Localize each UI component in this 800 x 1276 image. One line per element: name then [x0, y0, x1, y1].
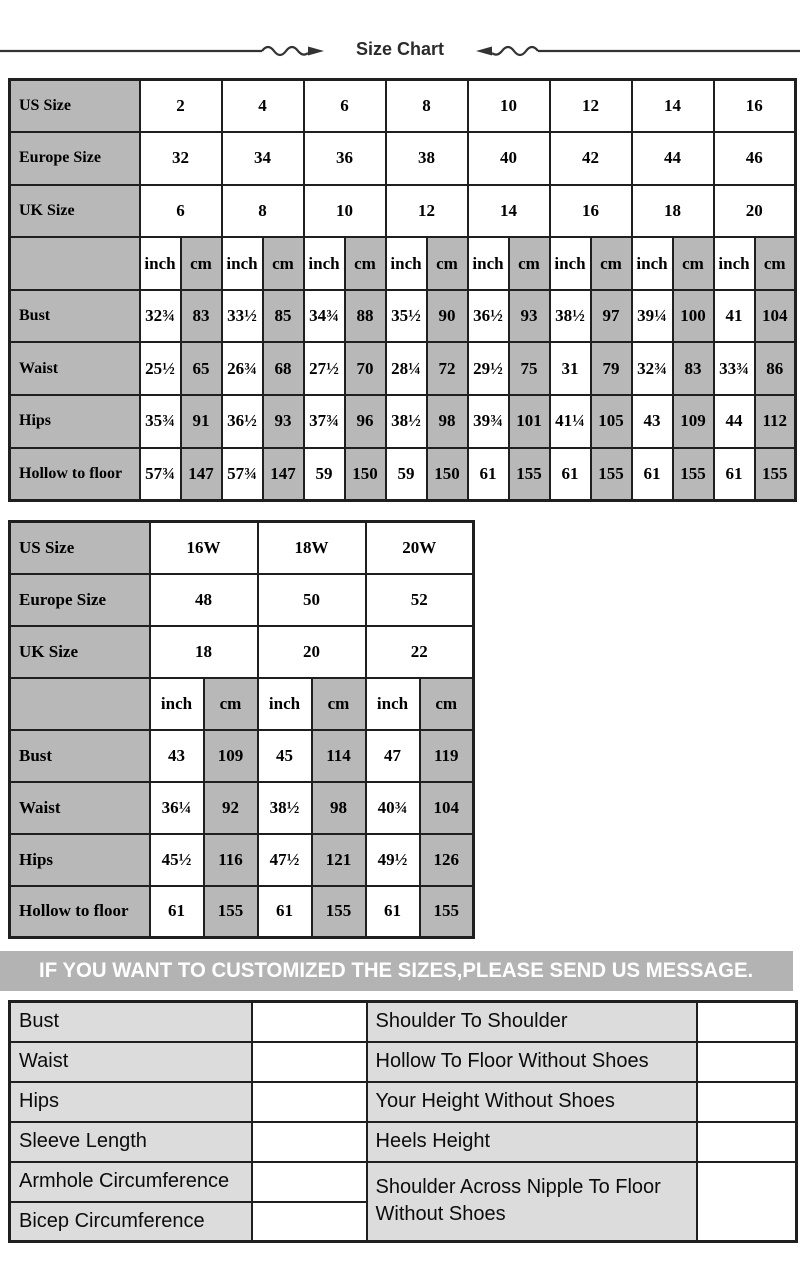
- size-header-row: [10, 522, 474, 574]
- cm-value-cell: 147: [181, 448, 222, 501]
- plus-size-table: [8, 520, 475, 939]
- cm-value-cell: 98: [312, 782, 366, 834]
- inch-value-cell: 31: [550, 342, 591, 395]
- cm-value-cell: 96: [345, 395, 386, 448]
- form-right-input-cell: [697, 1042, 797, 1082]
- cm-value-cell: 86: [755, 342, 796, 395]
- inch-value-cell: 61: [714, 448, 755, 501]
- inch-value-cell: 38½: [258, 782, 312, 834]
- row-label-cell: UK Size: [10, 185, 140, 238]
- size-value-cell: 16: [550, 185, 632, 238]
- inch-value-cell: 61: [550, 448, 591, 501]
- cm-value-cell: 109: [204, 730, 258, 782]
- form-row: [10, 1042, 797, 1082]
- unit-cm-cell: cm: [181, 237, 222, 290]
- cm-value-cell: 83: [181, 290, 222, 343]
- cm-value-cell: 98: [427, 395, 468, 448]
- unit-row-corner-cell: [10, 678, 150, 730]
- row-label-cell: Waist: [10, 782, 150, 834]
- cm-value-cell: 109: [673, 395, 714, 448]
- cm-value-cell: 155: [755, 448, 796, 501]
- unit-row: [10, 237, 796, 290]
- cm-value-cell: 155: [673, 448, 714, 501]
- row-label-cell: Bust: [10, 730, 150, 782]
- size-value-cell: 6: [140, 185, 222, 238]
- size-value-cell: 16: [714, 80, 796, 133]
- cm-value-cell: 88: [345, 290, 386, 343]
- inch-value-cell: 57¾: [222, 448, 263, 501]
- inch-value-cell: 61: [258, 886, 312, 938]
- measurement-row: [10, 730, 474, 782]
- inch-value-cell: 36½: [468, 290, 509, 343]
- unit-inch-cell: inch: [150, 678, 204, 730]
- form-left-label-cell: Armhole Circumference: [10, 1162, 252, 1202]
- inch-value-cell: 33½: [222, 290, 263, 343]
- inch-value-cell: 45½: [150, 834, 204, 886]
- cm-value-cell: 65: [181, 342, 222, 395]
- row-label-cell: Hips: [10, 834, 150, 886]
- row-label-cell: Europe Size: [10, 132, 140, 185]
- unit-cm-cell: cm: [345, 237, 386, 290]
- inch-value-cell: 39¼: [632, 290, 673, 343]
- measurement-form-table: [8, 1000, 798, 1243]
- unit-inch-cell: inch: [140, 237, 181, 290]
- cm-value-cell: 155: [312, 886, 366, 938]
- unit-cm-cell: cm: [204, 678, 258, 730]
- form-row: [10, 1002, 797, 1042]
- unit-inch-cell: inch: [222, 237, 263, 290]
- size-value-cell: 16W: [150, 522, 258, 574]
- size-value-cell: 2: [140, 80, 222, 133]
- unit-cm-cell: cm: [673, 237, 714, 290]
- unit-inch-cell: inch: [468, 237, 509, 290]
- cm-value-cell: 83: [673, 342, 714, 395]
- size-value-cell: 32: [140, 132, 222, 185]
- unit-row-corner-cell: [10, 237, 140, 290]
- cm-value-cell: 104: [420, 782, 474, 834]
- cm-value-cell: 92: [204, 782, 258, 834]
- unit-cm-cell: cm: [591, 237, 632, 290]
- inch-value-cell: 41: [714, 290, 755, 343]
- row-label-cell: Hips: [10, 395, 140, 448]
- inch-value-cell: 47½: [258, 834, 312, 886]
- size-value-cell: 12: [550, 80, 632, 133]
- inch-value-cell: 37¾: [304, 395, 345, 448]
- inch-value-cell: 61: [366, 886, 420, 938]
- form-left-input-cell: [252, 1122, 367, 1162]
- row-label-cell: UK Size: [10, 626, 150, 678]
- cm-value-cell: 97: [591, 290, 632, 343]
- size-value-cell: 36: [304, 132, 386, 185]
- cm-value-cell: 155: [509, 448, 550, 501]
- row-label-cell: US Size: [10, 522, 150, 574]
- inch-value-cell: 61: [150, 886, 204, 938]
- unit-cm-cell: cm: [312, 678, 366, 730]
- customization-banner: [0, 951, 793, 991]
- size-value-cell: 22: [366, 626, 474, 678]
- unit-row: [10, 678, 474, 730]
- form-left-label-cell: Waist: [10, 1042, 252, 1082]
- cm-value-cell: 150: [345, 448, 386, 501]
- size-value-cell: 18: [632, 185, 714, 238]
- cm-value-cell: 68: [263, 342, 304, 395]
- form-right-label-cell: Shoulder Across Nipple To Floor Without Shoes: [367, 1162, 697, 1242]
- form-left-label-cell: Bust: [10, 1002, 252, 1042]
- size-value-cell: 20: [258, 626, 366, 678]
- inch-value-cell: 34¾: [304, 290, 345, 343]
- unit-inch-cell: inch: [366, 678, 420, 730]
- cm-value-cell: 70: [345, 342, 386, 395]
- form-right-input-cell: [697, 1002, 797, 1042]
- cm-value-cell: 114: [312, 730, 366, 782]
- size-value-cell: 14: [468, 185, 550, 238]
- row-label-cell: Bust: [10, 290, 140, 343]
- inch-value-cell: 57¾: [140, 448, 181, 501]
- cm-value-cell: 79: [591, 342, 632, 395]
- inch-value-cell: 47: [366, 730, 420, 782]
- size-value-cell: 18W: [258, 522, 366, 574]
- form-row: [10, 1122, 797, 1162]
- measurement-row: [10, 448, 796, 501]
- inch-value-cell: 41¼: [550, 395, 591, 448]
- inch-value-cell: 59: [304, 448, 345, 501]
- size-value-cell: 14: [632, 80, 714, 133]
- unit-inch-cell: inch: [386, 237, 427, 290]
- cm-value-cell: 119: [420, 730, 474, 782]
- title-row: [0, 36, 800, 66]
- inch-value-cell: 43: [632, 395, 673, 448]
- cm-value-cell: 93: [263, 395, 304, 448]
- size-value-cell: 46: [714, 132, 796, 185]
- customization-banner-text: IF YOU WANT TO CUSTOMIZED THE SIZES,PLEASE SEND US MESSAGE.: [39, 959, 754, 982]
- unit-inch-cell: inch: [714, 237, 755, 290]
- form-left-input-cell: [252, 1002, 367, 1042]
- size-value-cell: 34: [222, 132, 304, 185]
- size-value-cell: 6: [304, 80, 386, 133]
- size-header-row: [10, 132, 796, 185]
- unit-cm-cell: cm: [755, 237, 796, 290]
- form-right-label-cell: Hollow To Floor Without Shoes: [367, 1042, 697, 1082]
- row-label-cell: Hollow to floor: [10, 886, 150, 938]
- size-value-cell: 10: [304, 185, 386, 238]
- cm-value-cell: 101: [509, 395, 550, 448]
- form-row: [10, 1162, 797, 1202]
- cm-value-cell: 75: [509, 342, 550, 395]
- cm-value-cell: 155: [420, 886, 474, 938]
- cm-value-cell: 116: [204, 834, 258, 886]
- size-value-cell: 42: [550, 132, 632, 185]
- page-title: Size Chart: [355, 39, 445, 59]
- inch-value-cell: 38½: [550, 290, 591, 343]
- main-size-table: [8, 78, 797, 502]
- inch-value-cell: 49½: [366, 834, 420, 886]
- size-value-cell: 12: [386, 185, 468, 238]
- form-left-label-cell: Bicep Circumference: [10, 1202, 252, 1242]
- unit-inch-cell: inch: [304, 237, 345, 290]
- measurement-row: [10, 395, 796, 448]
- unit-inch-cell: inch: [550, 237, 591, 290]
- inch-value-cell: 27½: [304, 342, 345, 395]
- cm-value-cell: 100: [673, 290, 714, 343]
- size-value-cell: 8: [386, 80, 468, 133]
- size-header-row: [10, 185, 796, 238]
- inch-value-cell: 32¾: [632, 342, 673, 395]
- unit-cm-cell: cm: [263, 237, 304, 290]
- measurement-row: [10, 342, 796, 395]
- inch-value-cell: 28¼: [386, 342, 427, 395]
- inch-value-cell: 36¼: [150, 782, 204, 834]
- inch-value-cell: 61: [632, 448, 673, 501]
- inch-value-cell: 59: [386, 448, 427, 501]
- size-value-cell: 40: [468, 132, 550, 185]
- size-value-cell: 38: [386, 132, 468, 185]
- cm-value-cell: 105: [591, 395, 632, 448]
- form-left-label-cell: Sleeve Length: [10, 1122, 252, 1162]
- squiggle-arrow-left-icon: [468, 36, 800, 66]
- cm-value-cell: 112: [755, 395, 796, 448]
- inch-value-cell: 29½: [468, 342, 509, 395]
- unit-cm-cell: cm: [427, 237, 468, 290]
- cm-value-cell: 93: [509, 290, 550, 343]
- measurement-row: [10, 886, 474, 938]
- cm-value-cell: 147: [263, 448, 304, 501]
- inch-value-cell: 32¾: [140, 290, 181, 343]
- measurement-row: [10, 290, 796, 343]
- form-right-label-cell: Shoulder To Shoulder: [367, 1002, 697, 1042]
- size-value-cell: 48: [150, 574, 258, 626]
- inch-value-cell: 26¾: [222, 342, 263, 395]
- form-row: [10, 1082, 797, 1122]
- size-value-cell: 20: [714, 185, 796, 238]
- row-label-cell: Hollow to floor: [10, 448, 140, 501]
- cm-value-cell: 72: [427, 342, 468, 395]
- cm-value-cell: 104: [755, 290, 796, 343]
- inch-value-cell: 43: [150, 730, 204, 782]
- form-left-input-cell: [252, 1042, 367, 1082]
- size-value-cell: 44: [632, 132, 714, 185]
- size-header-row: [10, 626, 474, 678]
- form-right-label-cell: Your Height Without Shoes: [367, 1082, 697, 1122]
- cm-value-cell: 150: [427, 448, 468, 501]
- cm-value-cell: 126: [420, 834, 474, 886]
- measurement-row: [10, 782, 474, 834]
- inch-value-cell: 45: [258, 730, 312, 782]
- cm-value-cell: 85: [263, 290, 304, 343]
- size-value-cell: 4: [222, 80, 304, 133]
- cm-value-cell: 90: [427, 290, 468, 343]
- size-value-cell: 20W: [366, 522, 474, 574]
- cm-value-cell: 91: [181, 395, 222, 448]
- form-right-input-cell: [697, 1122, 797, 1162]
- inch-value-cell: 35½: [386, 290, 427, 343]
- cm-value-cell: 155: [591, 448, 632, 501]
- inch-value-cell: 35¾: [140, 395, 181, 448]
- size-header-row: [10, 574, 474, 626]
- cm-value-cell: 121: [312, 834, 366, 886]
- inch-value-cell: 61: [468, 448, 509, 501]
- measurement-row: [10, 834, 474, 886]
- inch-value-cell: 40¾: [366, 782, 420, 834]
- inch-value-cell: 44: [714, 395, 755, 448]
- size-header-row: [10, 80, 796, 133]
- row-label-cell: US Size: [10, 80, 140, 133]
- unit-inch-cell: inch: [632, 237, 673, 290]
- form-right-input-cell: [697, 1162, 797, 1242]
- unit-cm-cell: cm: [420, 678, 474, 730]
- form-left-input-cell: [252, 1162, 367, 1202]
- size-value-cell: 18: [150, 626, 258, 678]
- form-right-label-cell: Heels Height: [367, 1122, 697, 1162]
- inch-value-cell: 25½: [140, 342, 181, 395]
- row-label-cell: Europe Size: [10, 574, 150, 626]
- size-value-cell: 8: [222, 185, 304, 238]
- size-value-cell: 50: [258, 574, 366, 626]
- unit-cm-cell: cm: [509, 237, 550, 290]
- cm-value-cell: 155: [204, 886, 258, 938]
- size-value-cell: 10: [468, 80, 550, 133]
- unit-inch-cell: inch: [258, 678, 312, 730]
- form-left-input-cell: [252, 1202, 367, 1242]
- size-value-cell: 52: [366, 574, 474, 626]
- inch-value-cell: 33¾: [714, 342, 755, 395]
- form-left-label-cell: Hips: [10, 1082, 252, 1122]
- form-right-input-cell: [697, 1082, 797, 1122]
- inch-value-cell: 39¾: [468, 395, 509, 448]
- inch-value-cell: 36½: [222, 395, 263, 448]
- form-left-input-cell: [252, 1082, 367, 1122]
- inch-value-cell: 38½: [386, 395, 427, 448]
- row-label-cell: Waist: [10, 342, 140, 395]
